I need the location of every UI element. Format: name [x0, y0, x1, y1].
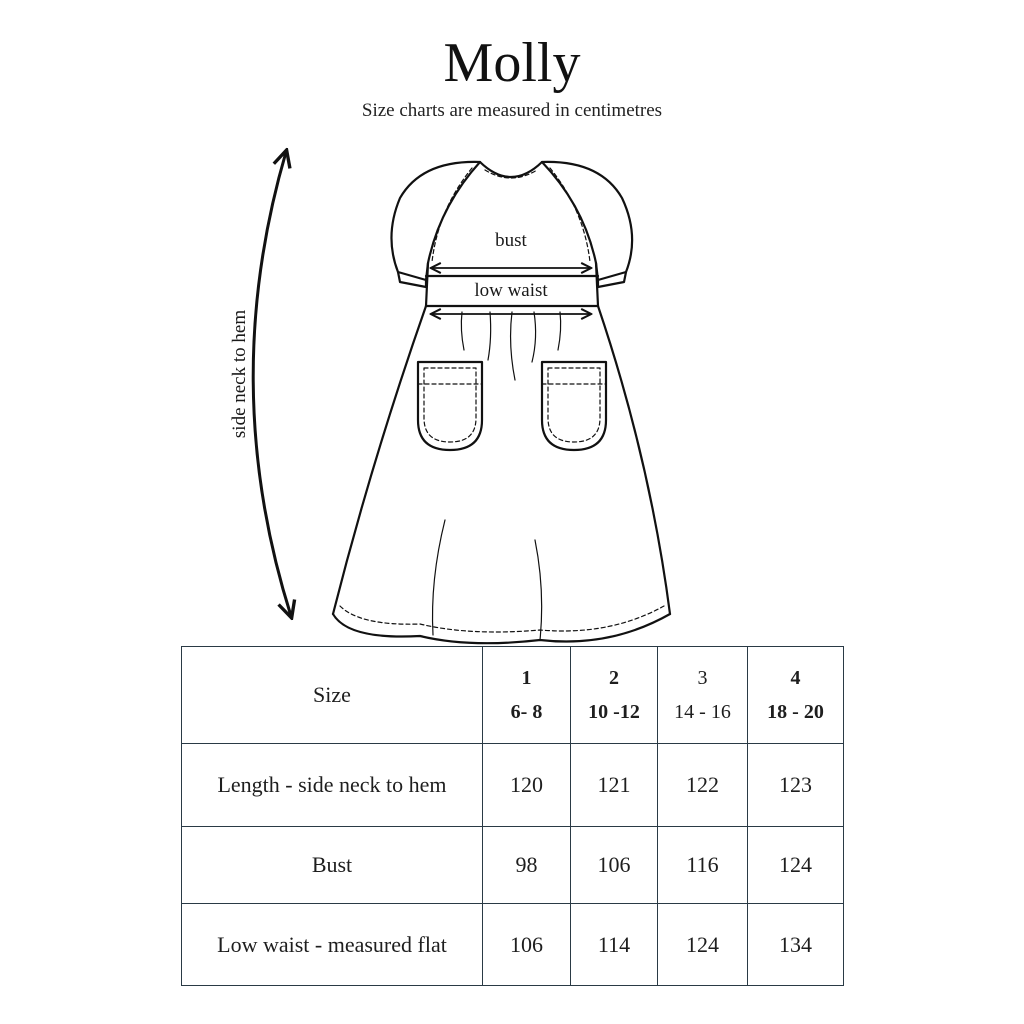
page-subtitle: Size charts are measured in centimetres — [361, 100, 663, 121]
row-label: Bust — [182, 827, 483, 904]
table-cell: 116 — [658, 827, 748, 904]
size-chart-table — [181, 646, 844, 986]
table-cell: 106 — [571, 827, 658, 904]
size-2-header — [571, 647, 658, 744]
size-number: 2 — [609, 667, 619, 689]
table-cell: 134 — [748, 904, 844, 986]
size-number: 1 — [521, 667, 532, 689]
table-header-row — [182, 647, 844, 744]
size-number: 4 — [790, 667, 801, 689]
page-title: Molly — [443, 32, 581, 94]
table-cell: 123 — [748, 744, 844, 827]
table-cell: 124 — [748, 827, 844, 904]
size-age-range: 18 - 20 — [767, 701, 824, 723]
size-1-header — [483, 647, 571, 744]
length-label: side neck to hem — [229, 309, 250, 439]
size-age-range: 10 -12 — [588, 701, 640, 723]
table-row — [182, 827, 844, 904]
size-number: 3 — [697, 667, 708, 689]
size-age-range: 6- 8 — [510, 701, 543, 723]
table-cell: 120 — [483, 744, 571, 827]
table-cell: 121 — [571, 744, 658, 827]
table-row — [182, 904, 844, 986]
size-3-header — [658, 647, 748, 744]
table-cell: 106 — [483, 904, 571, 986]
table-cell: 122 — [658, 744, 748, 827]
table-cell: 124 — [658, 904, 748, 986]
size-age-range: 14 - 16 — [674, 701, 731, 723]
row-label: Length - side neck to hem — [182, 744, 483, 827]
bust-label: bust — [495, 230, 527, 251]
row-label: Low waist - measured flat — [182, 904, 483, 986]
table-cell: 114 — [571, 904, 658, 986]
table-cell: 98 — [483, 827, 571, 904]
size-header-cell: Size — [182, 647, 483, 744]
table-row — [182, 744, 844, 827]
low-waist-label: low waist — [474, 280, 548, 301]
length-arrow — [253, 152, 291, 616]
size-4-header — [748, 647, 844, 744]
